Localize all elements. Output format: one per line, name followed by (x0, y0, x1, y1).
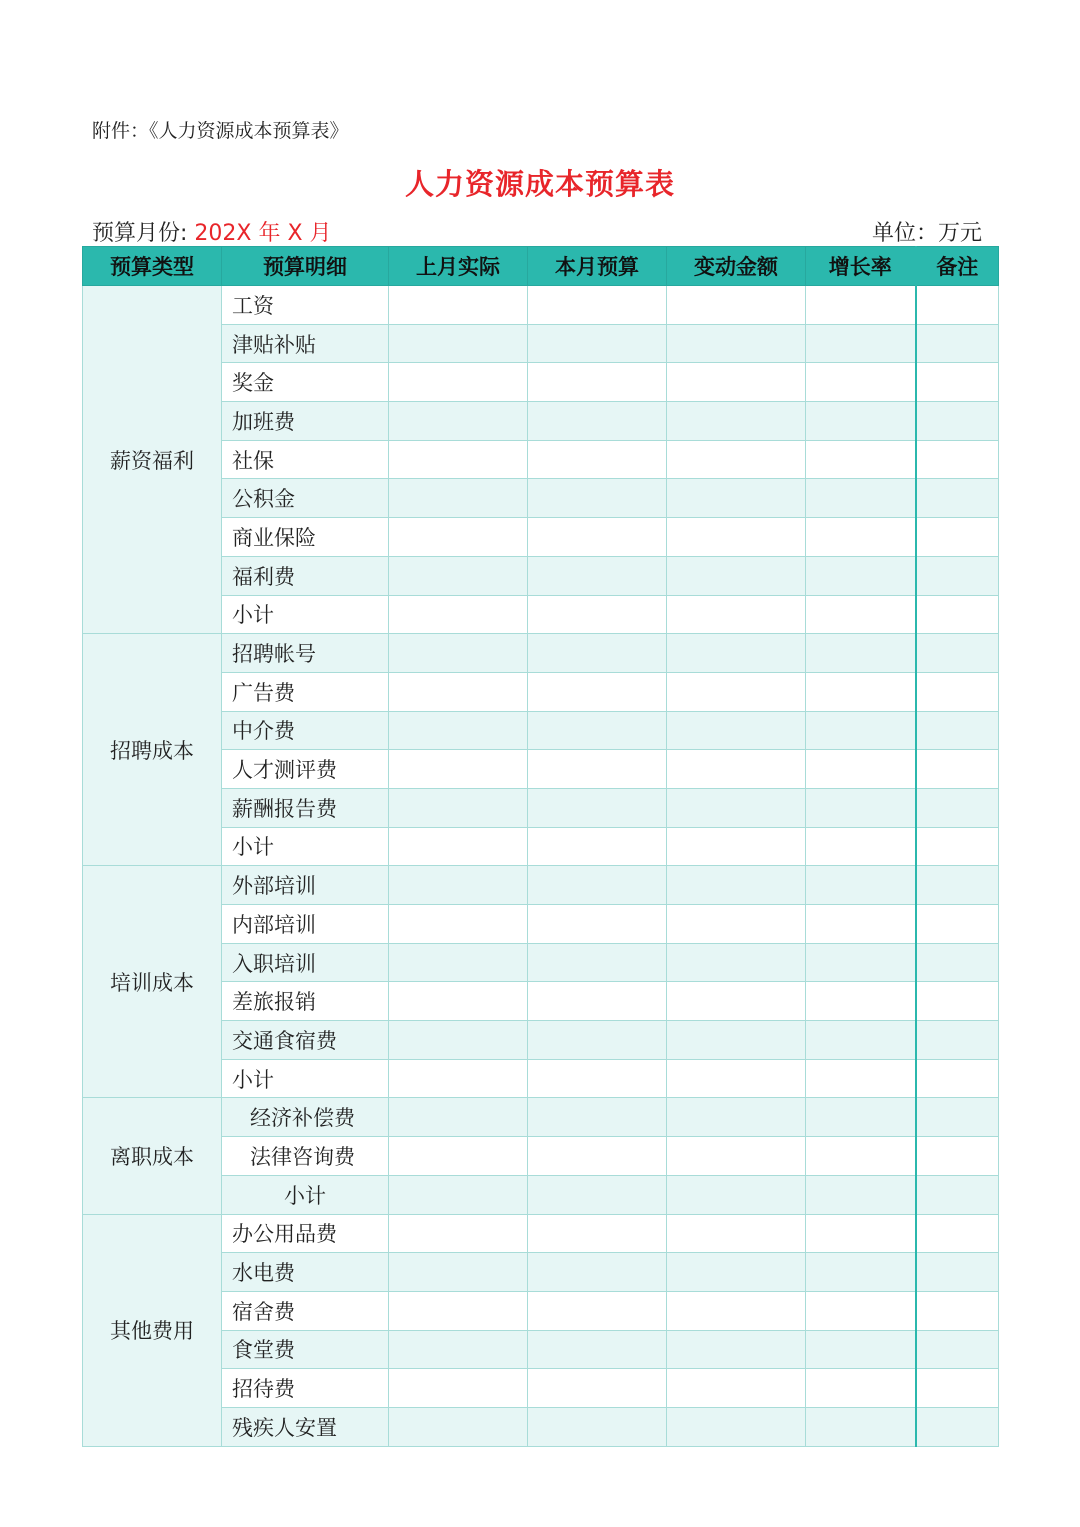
growth-rate-cell[interactable] (806, 672, 916, 711)
table-row (83, 286, 999, 325)
detail-cell: 奖金 (222, 363, 389, 402)
detail-cell: 水电费 (222, 1253, 389, 1292)
detail-cell: 小计 (222, 595, 389, 634)
header-last-month-actual: 上月实际 (389, 247, 528, 286)
remarks-cell[interactable] (916, 943, 999, 982)
this-month-budget-cell[interactable] (528, 711, 667, 750)
detail-cell: 招待费 (222, 1369, 389, 1408)
this-month-budget-cell[interactable] (528, 286, 667, 325)
remarks-cell[interactable] (916, 1214, 999, 1253)
detail-cell: 招聘帐号 (222, 634, 389, 673)
this-month-budget-cell[interactable] (528, 905, 667, 944)
change-amount-cell[interactable] (667, 866, 806, 905)
change-amount-cell[interactable] (667, 440, 806, 479)
this-month-budget-cell[interactable] (528, 827, 667, 866)
last-month-actual-cell[interactable] (389, 943, 528, 982)
detail-cell: 法律咨询费 (222, 1137, 389, 1176)
remarks-cell[interactable] (916, 1137, 999, 1176)
this-month-budget-cell[interactable] (528, 1137, 667, 1176)
this-month-budget-cell[interactable] (528, 1330, 667, 1369)
change-amount-cell[interactable] (667, 324, 806, 363)
growth-rate-cell[interactable] (806, 1291, 916, 1330)
header-growth-rate: 增长率 (806, 247, 916, 286)
growth-rate-cell[interactable] (806, 1407, 916, 1446)
this-month-budget-cell[interactable] (528, 440, 667, 479)
detail-cell: 内部培训 (222, 905, 389, 944)
table-header-row (83, 247, 999, 286)
detail-cell: 小计 (222, 827, 389, 866)
growth-rate-cell[interactable] (806, 518, 916, 557)
table-row (83, 1214, 999, 1253)
remarks-cell[interactable] (916, 1253, 999, 1292)
change-amount-cell[interactable] (667, 1137, 806, 1176)
last-month-actual-cell[interactable] (389, 1291, 528, 1330)
attachment-label: 附件：《人力资源成本预算表》 (92, 120, 349, 142)
change-amount-cell[interactable] (667, 1059, 806, 1098)
this-month-budget-cell[interactable] (528, 1291, 667, 1330)
this-month-budget-cell[interactable] (528, 634, 667, 673)
this-month-budget-cell[interactable] (528, 402, 667, 441)
change-amount-cell[interactable] (667, 518, 806, 557)
last-month-actual-cell[interactable] (389, 905, 528, 944)
last-month-actual-cell[interactable] (389, 1214, 528, 1253)
detail-cell: 小计 (222, 1175, 389, 1214)
growth-rate-cell[interactable] (806, 711, 916, 750)
remarks-cell[interactable] (916, 402, 999, 441)
header-remarks: 备注 (916, 247, 999, 286)
this-month-budget-cell[interactable] (528, 866, 667, 905)
detail-cell: 残疾人安置 (222, 1407, 389, 1446)
remarks-cell[interactable] (916, 905, 999, 944)
this-month-budget-cell[interactable] (528, 1059, 667, 1098)
last-month-actual-cell[interactable] (389, 1407, 528, 1446)
growth-rate-cell[interactable] (806, 479, 916, 518)
last-month-actual-cell[interactable] (389, 750, 528, 789)
budget-month (92, 216, 332, 247)
remarks-cell[interactable] (916, 711, 999, 750)
detail-cell: 经济补偿费 (222, 1098, 389, 1137)
remarks-cell[interactable] (916, 286, 999, 325)
this-month-budget-cell[interactable] (528, 672, 667, 711)
last-month-actual-cell[interactable] (389, 866, 528, 905)
remarks-cell[interactable] (916, 1021, 999, 1060)
growth-rate-cell[interactable] (806, 788, 916, 827)
table-row (83, 634, 999, 673)
budget-month-value: 202X 年 X 月 (194, 221, 332, 246)
remarks-cell[interactable] (916, 672, 999, 711)
header-change-amount: 变动金额 (667, 247, 806, 286)
change-amount-cell[interactable] (667, 363, 806, 402)
this-month-budget-cell[interactable] (528, 1369, 667, 1408)
last-month-actual-cell[interactable] (389, 1253, 528, 1292)
category-cell: 招聘成本 (83, 634, 222, 866)
detail-cell: 宿舍费 (222, 1291, 389, 1330)
remarks-cell[interactable] (916, 982, 999, 1021)
header-budget-detail: 预算明细 (222, 247, 389, 286)
remarks-cell[interactable] (916, 866, 999, 905)
this-month-budget-cell[interactable] (528, 363, 667, 402)
last-month-actual-cell[interactable] (389, 982, 528, 1021)
last-month-actual-cell[interactable] (389, 363, 528, 402)
detail-cell: 福利费 (222, 556, 389, 595)
change-amount-cell[interactable] (667, 905, 806, 944)
growth-rate-cell[interactable] (806, 866, 916, 905)
last-month-actual-cell[interactable] (389, 324, 528, 363)
growth-rate-cell[interactable] (806, 402, 916, 441)
growth-rate-cell[interactable] (806, 982, 916, 1021)
table-row (83, 866, 999, 905)
remarks-cell[interactable] (916, 518, 999, 557)
this-month-budget-cell[interactable] (528, 518, 667, 557)
this-month-budget-cell[interactable] (528, 750, 667, 789)
page-title: 人力资源成本预算表 (404, 167, 675, 201)
last-month-actual-cell[interactable] (389, 634, 528, 673)
remarks-cell[interactable] (916, 1291, 999, 1330)
remarks-cell[interactable] (916, 479, 999, 518)
remarks-cell[interactable] (916, 1059, 999, 1098)
remarks-cell[interactable] (916, 827, 999, 866)
this-month-budget-cell[interactable] (528, 1175, 667, 1214)
change-amount-cell[interactable] (667, 1214, 806, 1253)
this-month-budget-cell[interactable] (528, 1021, 667, 1060)
change-amount-cell[interactable] (667, 1253, 806, 1292)
remarks-cell[interactable] (916, 1330, 999, 1369)
last-month-actual-cell[interactable] (389, 1369, 528, 1408)
remarks-cell[interactable] (916, 363, 999, 402)
category-cell: 薪资福利 (83, 286, 222, 634)
category-cell: 离职成本 (83, 1098, 222, 1214)
detail-cell: 广告费 (222, 672, 389, 711)
last-month-actual-cell[interactable] (389, 1098, 528, 1137)
change-amount-cell[interactable] (667, 595, 806, 634)
detail-cell: 加班费 (222, 402, 389, 441)
growth-rate-cell[interactable] (806, 1253, 916, 1292)
last-month-actual-cell[interactable] (389, 1059, 528, 1098)
this-month-budget-cell[interactable] (528, 556, 667, 595)
detail-cell: 薪酬报告费 (222, 788, 389, 827)
growth-rate-cell[interactable] (806, 1175, 916, 1214)
last-month-actual-cell[interactable] (389, 1137, 528, 1176)
last-month-actual-cell[interactable] (389, 286, 528, 325)
this-month-budget-cell[interactable] (528, 943, 667, 982)
growth-rate-cell[interactable] (806, 286, 916, 325)
change-amount-cell[interactable] (667, 1369, 806, 1408)
growth-rate-cell[interactable] (806, 1330, 916, 1369)
change-amount-cell[interactable] (667, 1098, 806, 1137)
this-month-budget-cell[interactable] (528, 1253, 667, 1292)
change-amount-cell[interactable] (667, 672, 806, 711)
detail-cell: 社保 (222, 440, 389, 479)
remarks-cell[interactable] (916, 324, 999, 363)
growth-rate-cell[interactable] (806, 1021, 916, 1060)
last-month-actual-cell[interactable] (389, 595, 528, 634)
unit-label: 单位：万元 (871, 221, 982, 246)
detail-cell: 交通食宿费 (222, 1021, 389, 1060)
last-month-actual-cell[interactable] (389, 711, 528, 750)
change-amount-cell[interactable] (667, 286, 806, 325)
table-row (83, 1098, 999, 1137)
budget-month-label: 预算月份: (92, 221, 188, 246)
last-month-actual-cell[interactable] (389, 518, 528, 557)
remarks-cell[interactable] (916, 556, 999, 595)
remarks-cell[interactable] (916, 595, 999, 634)
growth-rate-cell[interactable] (806, 1098, 916, 1137)
last-month-actual-cell[interactable] (389, 1021, 528, 1060)
growth-rate-cell[interactable] (806, 943, 916, 982)
change-amount-cell[interactable] (667, 711, 806, 750)
change-amount-cell[interactable] (667, 788, 806, 827)
remarks-cell[interactable] (916, 1369, 999, 1408)
change-amount-cell[interactable] (667, 750, 806, 789)
detail-cell: 商业保险 (222, 518, 389, 557)
category-cell: 培训成本 (83, 866, 222, 1098)
growth-rate-cell[interactable] (806, 556, 916, 595)
last-month-actual-cell[interactable] (389, 402, 528, 441)
change-amount-cell[interactable] (667, 479, 806, 518)
this-month-budget-cell[interactable] (528, 982, 667, 1021)
this-month-budget-cell[interactable] (528, 479, 667, 518)
growth-rate-cell[interactable] (806, 1369, 916, 1408)
category-cell: 其他费用 (83, 1214, 222, 1446)
growth-rate-cell[interactable] (806, 324, 916, 363)
detail-cell: 公积金 (222, 479, 389, 518)
growth-rate-cell[interactable] (806, 363, 916, 402)
detail-cell: 外部培训 (222, 866, 389, 905)
remarks-cell[interactable] (916, 750, 999, 789)
growth-rate-cell[interactable] (806, 634, 916, 673)
detail-cell: 办公用品费 (222, 1214, 389, 1253)
detail-cell: 中介费 (222, 711, 389, 750)
remarks-cell[interactable] (916, 1098, 999, 1137)
growth-rate-cell[interactable] (806, 1214, 916, 1253)
detail-cell: 工资 (222, 286, 389, 325)
remarks-cell[interactable] (916, 634, 999, 673)
detail-cell: 差旅报销 (222, 982, 389, 1021)
growth-rate-cell[interactable] (806, 905, 916, 944)
growth-rate-cell[interactable] (806, 1137, 916, 1176)
growth-rate-cell[interactable] (806, 827, 916, 866)
change-amount-cell[interactable] (667, 556, 806, 595)
growth-rate-cell[interactable] (806, 595, 916, 634)
this-month-budget-cell[interactable] (528, 595, 667, 634)
this-month-budget-cell[interactable] (528, 1098, 667, 1137)
change-amount-cell[interactable] (667, 1407, 806, 1446)
remarks-cell[interactable] (916, 1407, 999, 1446)
detail-cell: 食堂费 (222, 1330, 389, 1369)
last-month-actual-cell[interactable] (389, 556, 528, 595)
this-month-budget-cell[interactable] (528, 788, 667, 827)
budget-table (82, 246, 999, 1447)
this-month-budget-cell[interactable] (528, 1214, 667, 1253)
change-amount-cell[interactable] (667, 634, 806, 673)
change-amount-cell[interactable] (667, 827, 806, 866)
this-month-budget-cell[interactable] (528, 1407, 667, 1446)
detail-cell: 入职培训 (222, 943, 389, 982)
change-amount-cell[interactable] (667, 402, 806, 441)
last-month-actual-cell[interactable] (389, 440, 528, 479)
last-month-actual-cell[interactable] (389, 479, 528, 518)
detail-cell: 小计 (222, 1059, 389, 1098)
last-month-actual-cell[interactable] (389, 827, 528, 866)
change-amount-cell[interactable] (667, 943, 806, 982)
change-amount-cell[interactable] (667, 1021, 806, 1060)
header-budget-type: 预算类型 (83, 247, 222, 286)
change-amount-cell[interactable] (667, 982, 806, 1021)
last-month-actual-cell[interactable] (389, 672, 528, 711)
change-amount-cell[interactable] (667, 1175, 806, 1214)
remarks-cell[interactable] (916, 1175, 999, 1214)
growth-rate-cell[interactable] (806, 1059, 916, 1098)
this-month-budget-cell[interactable] (528, 324, 667, 363)
growth-rate-cell[interactable] (806, 440, 916, 479)
remarks-cell[interactable] (916, 440, 999, 479)
header-this-month-budget: 本月预算 (528, 247, 667, 286)
last-month-actual-cell[interactable] (389, 788, 528, 827)
change-amount-cell[interactable] (667, 1291, 806, 1330)
remarks-cell[interactable] (916, 788, 999, 827)
detail-cell: 人才测评费 (222, 750, 389, 789)
last-month-actual-cell[interactable] (389, 1175, 528, 1214)
detail-cell: 津贴补贴 (222, 324, 389, 363)
growth-rate-cell[interactable] (806, 750, 916, 789)
last-month-actual-cell[interactable] (389, 1330, 528, 1369)
change-amount-cell[interactable] (667, 1330, 806, 1369)
